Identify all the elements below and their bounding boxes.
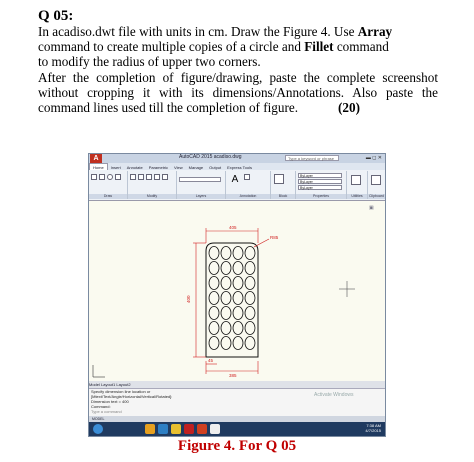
model-layout-tabs[interactable]: Model Layout1 Layout2 <box>89 381 385 388</box>
lineweight-dropdown[interactable]: ByLayer <box>298 185 342 190</box>
window-controls[interactable]: ▬ ◻ ✕ <box>365 155 382 161</box>
clock[interactable]: 7:38 AM 4/7/2015 <box>365 423 381 433</box>
command-input[interactable]: Type a command <box>91 409 122 414</box>
panel-modify <box>128 171 177 199</box>
start-icon[interactable] <box>93 424 103 434</box>
array-circle <box>233 247 243 260</box>
insert-block-icon[interactable] <box>274 174 284 184</box>
array-circle <box>233 262 243 275</box>
array-circle <box>209 277 219 290</box>
array-circle <box>245 262 255 275</box>
word-icon[interactable] <box>158 424 168 434</box>
dimension-icon[interactable] <box>244 174 250 180</box>
array-circle <box>245 307 255 320</box>
array-circle <box>221 307 231 320</box>
windows-taskbar <box>89 422 385 436</box>
array-circle <box>209 322 219 335</box>
paste-icon[interactable] <box>371 175 381 185</box>
array-circle <box>221 247 231 260</box>
panel-label-block: Block <box>271 194 295 199</box>
linetype-dropdown[interactable]: ByLayer <box>298 179 342 184</box>
title-bar <box>89 154 385 163</box>
array-circle <box>245 247 255 260</box>
question-line-4: After the completion of figure/drawing, paste the complete screenshot without cropping it with its dimensions/Annotations. Also paste the command lines used till the completion of figure. (20) <box>38 69 438 116</box>
marks: (20) <box>338 100 361 116</box>
panel-label-layers: Layers <box>177 194 225 199</box>
line-icon[interactable] <box>91 174 97 180</box>
array-circle <box>233 307 243 320</box>
question-line-1: In acadiso.dwt file with units in cm. Draw the Figure 4. Use Array <box>38 24 393 39</box>
array-circle <box>209 262 219 275</box>
autocad-taskbar-icon[interactable] <box>184 424 194 434</box>
measure-icon[interactable] <box>351 175 361 185</box>
activate-windows-watermark: Activate Windows <box>314 392 354 398</box>
panel-label-draw: Draw <box>89 194 127 199</box>
drawing-area[interactable] <box>89 201 385 381</box>
trim-icon[interactable] <box>162 174 168 180</box>
array-circle <box>233 292 243 305</box>
array-circle <box>221 337 231 350</box>
panel-clipboard <box>368 171 385 199</box>
dim-top: 405 <box>229 225 237 230</box>
panel-label-clipboard: Clipboard <box>369 194 384 198</box>
array-circle <box>245 277 255 290</box>
dim-left: 400 <box>186 295 191 303</box>
autocad-screenshot <box>88 153 386 437</box>
circle-array <box>209 247 255 350</box>
ribbon <box>89 170 385 201</box>
explorer-icon[interactable] <box>145 424 155 434</box>
tab-view[interactable]: View <box>174 165 183 170</box>
array-circle <box>245 292 255 305</box>
arc-icon[interactable] <box>115 174 121 180</box>
folder-icon[interactable] <box>171 424 181 434</box>
command-history-3: Dimension text = 400 <box>91 399 129 404</box>
panel-draw <box>89 171 128 199</box>
figure-caption: Figure 4. For Q 05 <box>177 438 297 454</box>
polyline-icon[interactable] <box>99 174 105 180</box>
color-dropdown[interactable]: ByLayer <box>298 173 342 178</box>
question-body <box>38 24 438 115</box>
panel-utilities <box>347 171 368 199</box>
tab-output[interactable]: Output <box>209 165 222 170</box>
copy-icon[interactable] <box>138 174 144 180</box>
panel-annotation <box>226 171 271 199</box>
panel-properties <box>296 171 347 199</box>
plate-outline <box>206 243 258 357</box>
fillet-icon[interactable] <box>146 174 152 180</box>
tab-manage[interactable]: Manage <box>188 165 204 170</box>
drawing-canvas[interactable] <box>89 201 385 381</box>
panel-label-utilities: Utilities <box>347 194 367 199</box>
circle-icon[interactable] <box>107 174 113 180</box>
dim-bottom: 385 <box>229 373 237 378</box>
array-icon[interactable] <box>154 174 160 180</box>
window-title: AutoCAD 2015 acadiso.dwg <box>179 154 242 160</box>
array-circle <box>221 277 231 290</box>
array-circle <box>233 337 243 350</box>
panel-label-annotation: Annotation <box>226 194 270 199</box>
paint-icon[interactable] <box>210 424 220 434</box>
command-history-2: [Mtext/Text/Angle/Horizontal/Vertical/Rotated]: <box>91 394 173 399</box>
array-circle <box>209 337 219 350</box>
tab-parametric[interactable]: Parametric <box>148 165 169 170</box>
dim-bottom-small: 45 <box>208 358 214 363</box>
move-icon[interactable] <box>130 174 136 180</box>
svg-text:▣: ▣ <box>369 205 374 211</box>
question-line-3: to modify the radius of upper two corners. <box>38 54 261 70</box>
tab-express-tools[interactable]: Express Tools <box>227 165 252 170</box>
array-circle <box>221 292 231 305</box>
array-circle <box>209 307 219 320</box>
array-circle <box>245 322 255 335</box>
dim-radius: R85 <box>270 235 279 240</box>
ucs-icon <box>93 365 105 377</box>
text-icon[interactable]: A <box>231 174 239 185</box>
layer-dropdown[interactable] <box>179 177 221 182</box>
array-circle <box>233 277 243 290</box>
tab-annotate[interactable]: Annotate <box>126 165 143 170</box>
array-circle <box>221 262 231 275</box>
array-circle <box>245 337 255 350</box>
command-history-1: Specify dimension line location or <box>91 389 151 394</box>
panel-label-modify: Modify <box>128 194 176 199</box>
ppt-icon[interactable] <box>197 424 207 434</box>
tab-home[interactable]: Home <box>89 163 108 171</box>
command-history-4: Command: <box>91 404 111 409</box>
panel-layers <box>177 171 226 199</box>
status-model[interactable]: MODEL <box>92 417 105 421</box>
tab-insert[interactable]: Insert <box>110 165 121 170</box>
question-title: Q 05: <box>38 8 74 24</box>
array-circle <box>233 322 243 335</box>
array-circle <box>209 292 219 305</box>
array-circle <box>209 247 219 260</box>
crosshair-cursor <box>339 281 355 297</box>
array-circle <box>221 322 231 335</box>
ribbon-tabs <box>89 163 385 170</box>
autocad-logo[interactable]: A <box>90 154 102 163</box>
panel-block <box>271 171 296 199</box>
panel-label-properties: Properties <box>296 194 346 199</box>
search-input[interactable]: Type a keyword or phrase <box>285 155 339 161</box>
question-line-2: command to create multiple copies of a circle and Fillet command <box>38 39 389 55</box>
